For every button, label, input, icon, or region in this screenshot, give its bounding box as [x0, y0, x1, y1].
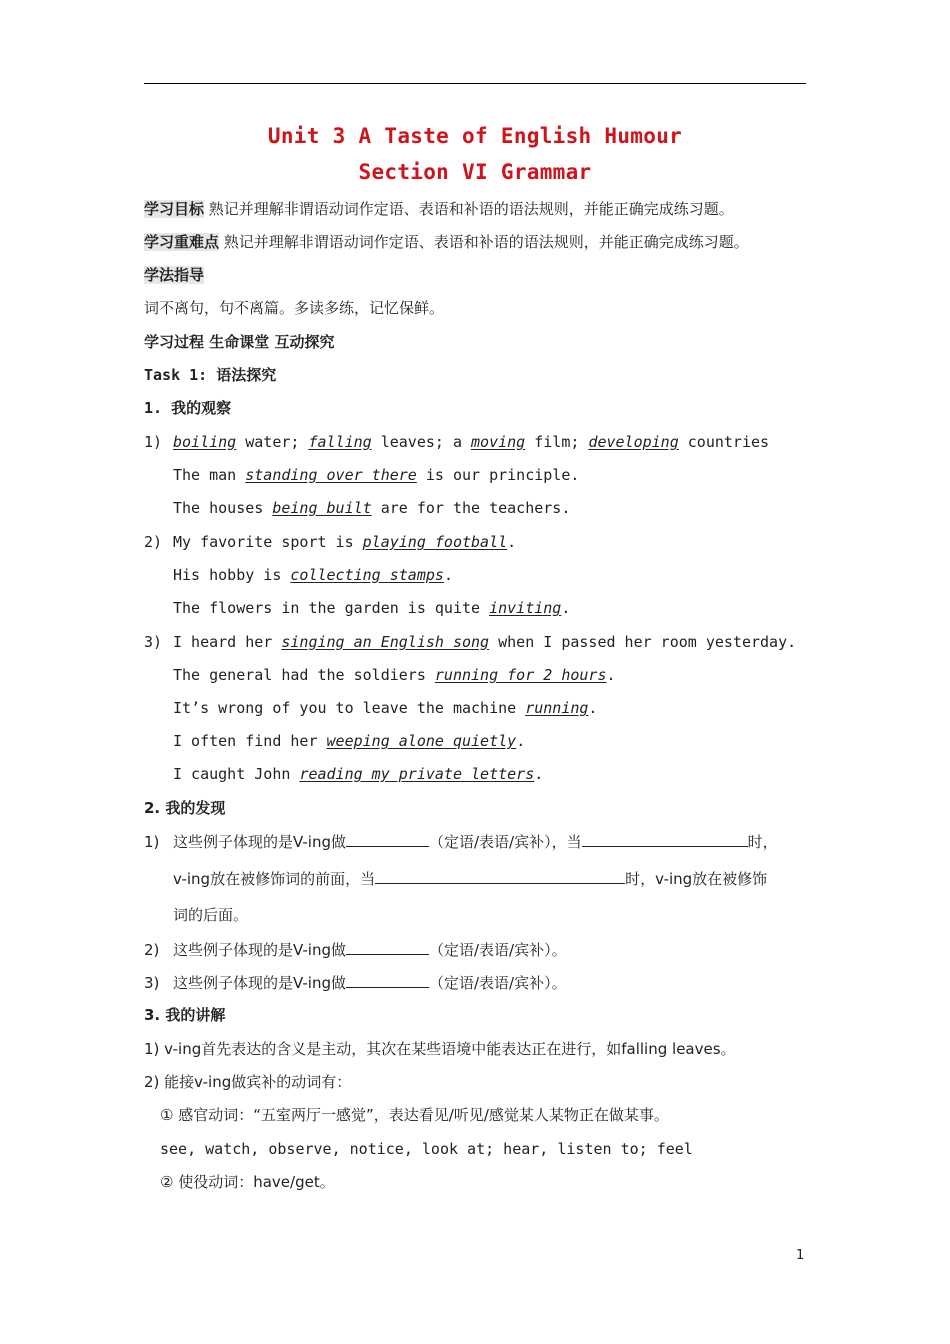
example-text: . [561, 599, 571, 617]
explain-heading: 3. 我的讲解 [144, 1006, 226, 1024]
example-answer: singing an English song [281, 633, 490, 651]
item-number: 1) [144, 833, 160, 851]
question-text: （定语/表语/宾补），当 [429, 833, 582, 851]
goals-text: 熟记并理解非谓语动词作定语、表语和补语的语法规则，并能正确完成练习题。 [208, 200, 734, 218]
example-text: I often find her [173, 732, 327, 750]
example-text: . [443, 566, 453, 584]
method-heading [144, 265, 204, 285]
example-text: The general had the soldiers [173, 666, 435, 684]
observe-3-line-4 [173, 731, 525, 751]
example-answer: reading my private letters [299, 765, 535, 783]
document-title: Unit 3 A Taste of English Humour [267, 124, 683, 148]
discover-q1-line-2 [173, 868, 767, 889]
observe-1-line-3 [173, 498, 570, 518]
item-number: 1) [144, 433, 163, 451]
question-text: 这些例子体现的是V-ing做 [173, 833, 346, 851]
observe-3-line-3 [173, 698, 597, 718]
example-text: My favorite sport is [173, 533, 363, 551]
example-answer: falling [308, 433, 372, 451]
answer-blank[interactable] [346, 972, 429, 988]
example-text: The flowers in the garden is quite [173, 599, 490, 617]
item-number: 2) [144, 533, 163, 551]
question-text: （定语/表语/宾补）。 [429, 941, 567, 959]
question-text: 时，v-ing放在被修饰 [625, 870, 768, 888]
key-points-text: 熟记并理解非谓语动词作定语、表语和补语的语法规则，并能正确完成练习题。 [223, 233, 749, 251]
example-answer: boiling [173, 433, 237, 451]
example-text: . [588, 699, 598, 717]
example-answer: running [525, 699, 589, 717]
example-answer: collecting stamps [290, 566, 444, 584]
observe-3-line-5 [173, 764, 543, 784]
explain-causative-verbs: ② 使役动词：have/get。 [160, 1173, 335, 1191]
item-number: 2) [144, 941, 160, 959]
question-text: （定语/表语/宾补）。 [429, 974, 567, 992]
item-number: 3) [144, 633, 163, 651]
page-number: 1 [796, 1248, 805, 1263]
example-text: countries [678, 433, 770, 451]
discover-q2 [144, 939, 567, 960]
explain-verb-list: see, watch, observe, notice, look at; hear, listen to; feel [160, 1140, 693, 1158]
document-subtitle: Section VI Grammar [358, 160, 592, 184]
example-text: It’s wrong of you to leave the machine [173, 699, 526, 717]
question-text: 时， [747, 833, 778, 851]
key-points-line [144, 232, 749, 252]
example-text: are for the teachers. [371, 499, 571, 517]
example-text: The houses [173, 499, 273, 517]
example-text: . [606, 666, 616, 684]
explain-sense-verbs: ① 感官动词：“五室两厅一感觉”，表达看见/听见/感觉某人某物正在做某事。 [160, 1106, 669, 1124]
observe-2-line-2 [173, 565, 453, 585]
example-answer: developing [588, 433, 679, 451]
example-answer: playing football [362, 533, 508, 551]
example-text: water; [236, 433, 309, 451]
example-text: . [534, 765, 544, 783]
observe-3-line-2 [173, 665, 616, 685]
answer-blank[interactable] [346, 939, 429, 955]
example-text: The man [173, 466, 246, 484]
example-text: I heard her [173, 633, 282, 651]
discover-heading: 2. 我的发现 [144, 799, 226, 817]
observe-2-line-3 [173, 598, 570, 618]
explain-point-2: 2) 能接v-ing做宾补的动词有： [144, 1073, 352, 1091]
example-answer: inviting [489, 599, 562, 617]
key-points-label: 学习重难点 [144, 233, 220, 251]
example-text: leaves; a [371, 433, 472, 451]
observe-1-line-1 [144, 432, 769, 452]
process-heading: 学习过程 生命课堂 互动探究 [144, 333, 335, 351]
example-text: His hobby is [173, 566, 291, 584]
header-rule [144, 83, 806, 84]
observe-1-line-2 [173, 465, 579, 485]
example-answer: being built [272, 499, 372, 517]
question-text: 这些例子体现的是V-ing做 [173, 941, 346, 959]
explain-point-1: 1) v-ing首先表达的含义是主动，其次在某些语境中能表达正在进行，如falling leaves。 [144, 1040, 736, 1058]
question-text: v-ing放在被修饰词的前面，当 [173, 870, 376, 888]
question-text: 这些例子体现的是V-ing做 [173, 974, 346, 992]
example-text: is our principle. [416, 466, 580, 484]
example-answer: running for 2 hours [434, 666, 607, 684]
observe-3-line-1 [144, 632, 796, 652]
example-text: film; [525, 433, 589, 451]
answer-blank[interactable] [582, 831, 748, 847]
item-number: 3) [144, 974, 160, 992]
discover-q1-line-3: 词的后面。 [173, 906, 249, 924]
method-label: 学法指导 [144, 266, 205, 284]
example-answer: moving [471, 433, 526, 451]
discover-q1-line-1 [144, 831, 778, 852]
observe-2-line-1 [144, 532, 516, 552]
answer-blank[interactable] [375, 868, 625, 884]
goals-line [144, 199, 734, 219]
discover-q3 [144, 972, 567, 993]
example-text: . [516, 732, 526, 750]
example-answer: standing over there [245, 466, 417, 484]
method-text: 词不离句，句不离篇。多读多练，记忆保鲜。 [144, 299, 445, 317]
example-answer: weeping alone quietly [326, 732, 517, 750]
goals-label: 学习目标 [144, 200, 205, 218]
answer-blank[interactable] [346, 831, 429, 847]
task-heading: Task 1: 语法探究 [144, 366, 277, 384]
example-text: I caught John [173, 765, 300, 783]
example-text: when I passed her room yesterday. [489, 633, 797, 651]
observe-heading: 1. 我的观察 [144, 399, 232, 417]
example-text: . [507, 533, 517, 551]
